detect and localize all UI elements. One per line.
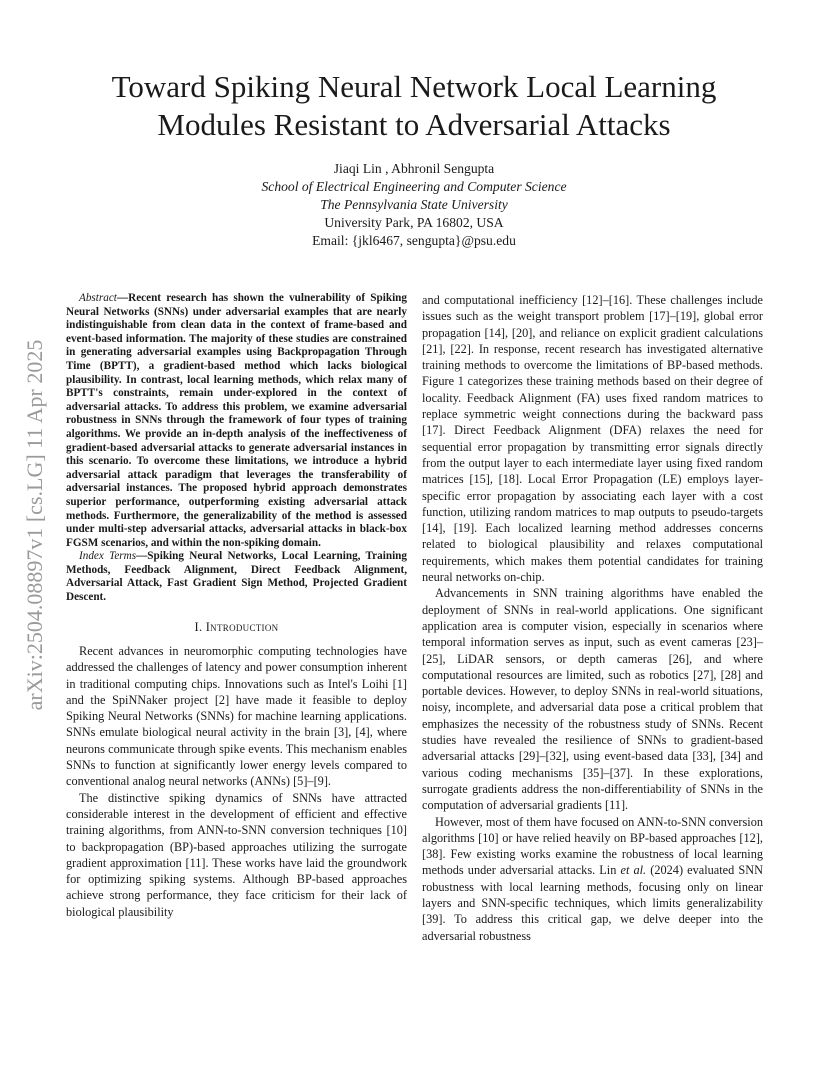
- intro-p5-part-2: (2024) evaluated SNN robustness with local learning methods, focusing only on linear layers and SNN-specific techniques, which limits generalizability [39]. To address this critical gap, we delve deeper into the adversarial robustness: [422, 863, 763, 943]
- arxiv-sidebar: [20, 285, 50, 765]
- intro-p5-part-1: However, most of them have focused on ANN-to-SNN conversion algorithms [10] or have relied heavily on BP-based approaches [12], [38]. Few existing works examine the robustness of local learning methods under adversarial attacks. Lin: [422, 814, 763, 878]
- affiliation-school: School of Electrical Engineering and Computer Science: [261, 179, 567, 194]
- author-block: [120, 160, 708, 250]
- intro-paragraph-2: The distinctive spiking dynamics of SNNs have attracted considerable interest in the development of efficient and effective training algorithms, from ANN-to-SNN conversion techniques [10] to backpropagation (BP)-based approaches utilizing the surrogate gradient approximation [11]. These works have laid the groundwork for optimizing spiking systems. Although BP-based approaches achieve strong performance, they face criticism for their lack of biological plausibility: [66, 790, 407, 919]
- intro-paragraph-4: Advancements in SNN training algorithms have enabled the deployment of SNNs in real-world applications. One significant application area is computer vision, especially in scenarios where temporal information serves as input, such as event cameras [23]–[25], LiDAR sensors, or depth cameras [26], and where computational resources are limited, such as robotics [27], [28] and portable devices. However, to deploy SNNs in real-world situations, noisy, incomplete, and adversarial data pose a critical problem that emphasizes the necessity of the robustness study of SNNs. Recent studies have revealed the resilience of SNNs to gradient-based adversarial attacks [29]–[32], using event-based data [33], [34] and various coding mechanisms [35]–[37]. In these explorations, surrogate gradients address the non-differentiability of SNNs in the computation of adversarial gradients [11].: [422, 586, 763, 813]
- intro-paragraph-3: and computational inefficiency [12]–[16]. These challenges include issues such as the weight transport problem [17]–[19], global error propagation [14], [20], and reliance on explicit gradient calculations [21], [22]. In response, recent research has investigated alternative training methods to overcome the limitations of BP-based methods. Figure 1 categorizes these training methods based on their degree of locality. Feedback Alignment (FA) uses fixed random matrices to replace symmetric weight connections during the backward pass [17]. Direct Feedback Alignment (DFA) relaxes the need for sequential error propagation by transmitting error signals directly from the output layer to each intermediate layer using fixed random matrices [15], [18]. Local Error Propagation (LE) employs layer-specific error propagation by associating each layer with a cost function, utilizing random matrices to map outputs to pseudo-targets [14], [19]. Each localized learning method addresses concerns related to biological plausibility and relaxes computational requirements, which makes them potential candidates for training neural networks on-chip.: [422, 293, 763, 585]
- intro-paragraph-1: Recent advances in neuromorphic computing technologies have addressed the challenges of latency and power consumption inherent in traditional computing chips. Innovations such as Intel's Loihi [1] and the SpiNNaker project [2] have made it feasible to deploy Spiking Neural Networks (SNNs) for machine learning applications. SNNs emulate biological neural activity in the brain [3], [4], where neurons communicate through spike events. This mechanism enables SNNs to function at significantly lower energy levels compared to conventional analog neural networks (ANNs) [5]–[9].: [66, 643, 407, 789]
- abstract-label: Abstract: [79, 292, 117, 304]
- abstract: [66, 292, 407, 550]
- author-email: Email: {jkl6467, sengupta}@psu.edu: [312, 233, 516, 248]
- affiliation-university: The Pennsylvania State University: [320, 197, 508, 212]
- index-terms-text: —Spiking Neural Networks, Local Learning, Training Methods, Feedback Alignment, Direct Feedback Alignment, Adversarial Attack, Fast Gradient Sign Method, Projected Gradient Descent.: [66, 550, 407, 604]
- index-terms: [66, 550, 407, 604]
- affiliation-address: University Park, PA 16802, USA: [324, 215, 504, 230]
- arxiv-identifier: arXiv:2504.08897v1 [cs.LG] 11 Apr 2025: [22, 339, 47, 711]
- intro-paragraph-5: [422, 814, 763, 944]
- author-names: Jiaqi Lin , Abhronil Sengupta: [333, 161, 495, 176]
- title-line-1: Toward Spiking Neural Network Local Learning: [111, 69, 717, 104]
- section-heading-introduction: I. Introduction: [194, 619, 279, 634]
- index-terms-label: Index Terms: [79, 550, 137, 563]
- intro-p5-et-al: et al.: [620, 863, 647, 878]
- title-line-2: Modules Resistant to Adversarial Attacks: [157, 107, 671, 142]
- right-column: [422, 292, 763, 944]
- paper-title: [60, 68, 768, 144]
- abstract-text: —Recent research has shown the vulnerability of Spiking Neural Networks (SNNs) under adversarial examples that are nearly indistinguishable from clean data in the context of frame-based and event-based information. The majority of these studies are constrained in generating adversarial examples using Backpropagation Through Time (BPTT), a gradient-based method which lacks biological plausibility. In contrast, local learning methods, which relax many of BPTT's constraints, remain under-explored in the context of adversarial attacks. To address this problem, we examine adversarial robustness in SNNs through the framework of four types of training algorithms. We provide an in-depth analysis of the ineffectiveness of gradient-based adversarial attacks to generate adversarial instances in this scenario. To overcome these limitations, we introduce a hybrid adversarial attack paradigm that leverages the transferability of adversarial instances. The proposed hybrid approach demonstrates superior performance, outperforming existing adversarial attack methods. Furthermore, the generalizability of the method is assessed under multi-step adversarial attacks, adversarial attacks in black-box FGSM scenarios, and within the non-spiking domain.: [66, 292, 407, 549]
- left-column: [66, 292, 407, 920]
